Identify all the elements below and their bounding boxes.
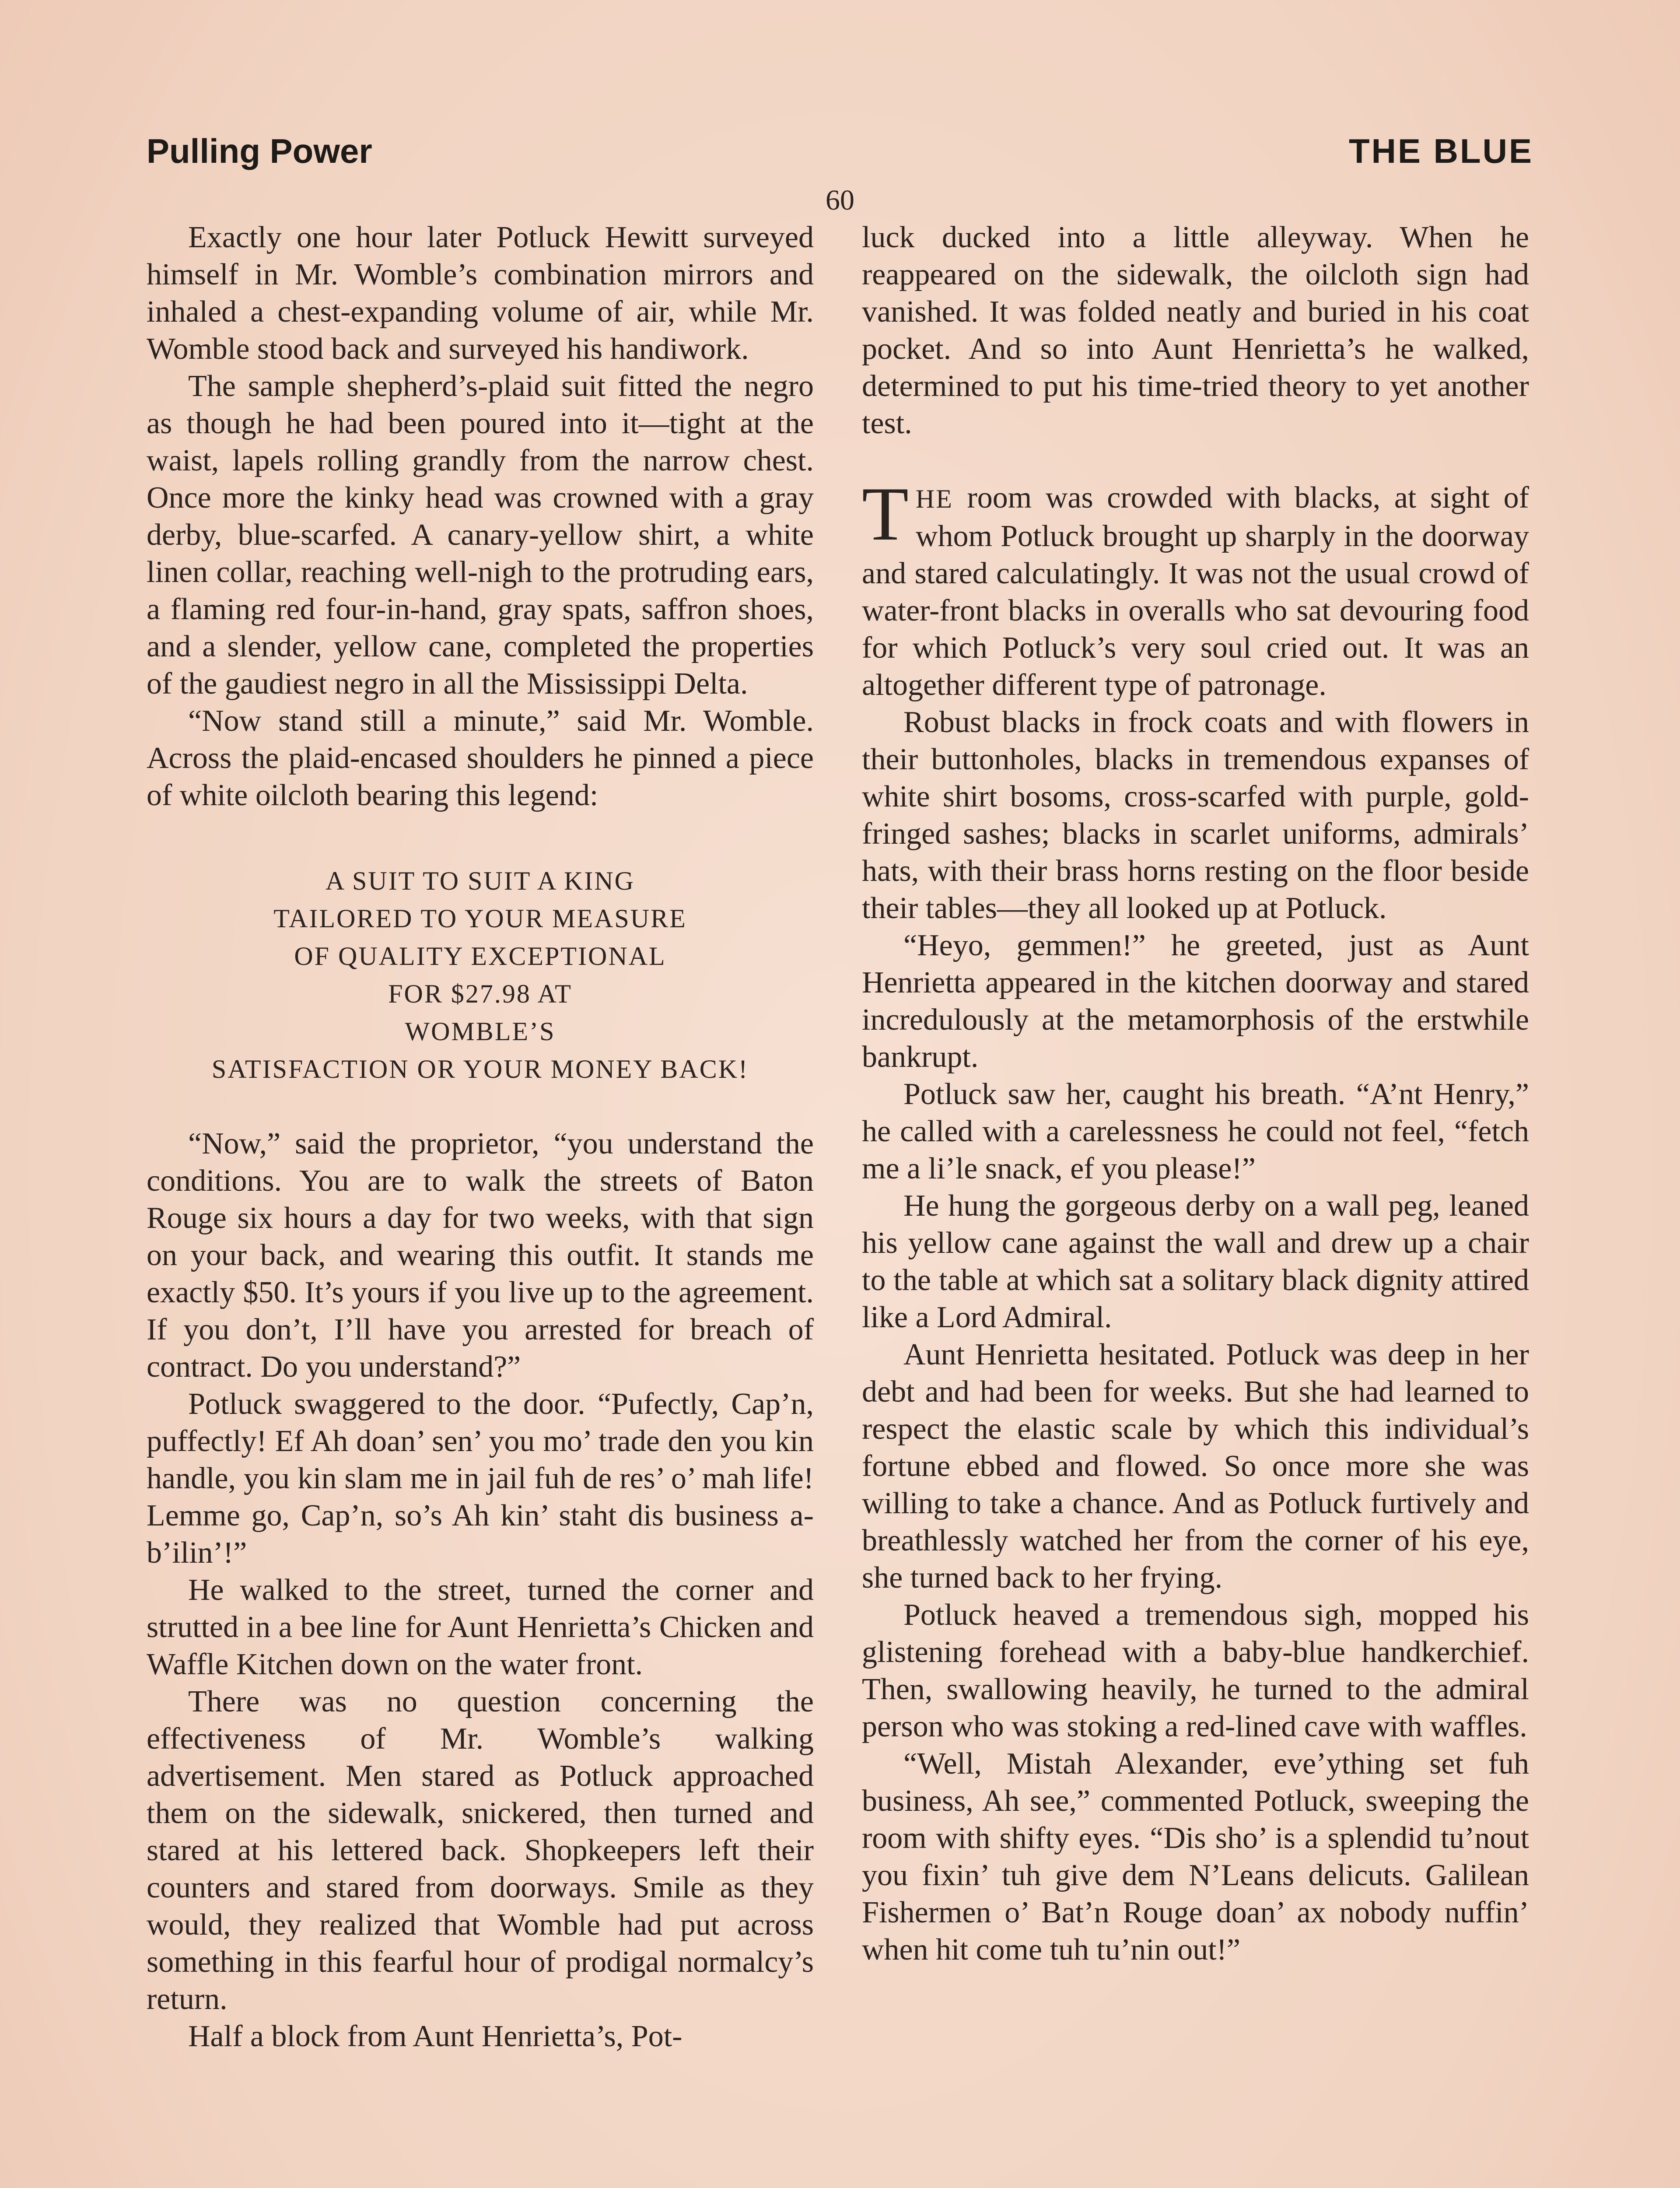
sign-line: WOMBLE’S (405, 1017, 556, 1046)
running-head-right: THE BLUE (1349, 132, 1533, 170)
sign-line: FOR $27.98 AT (388, 979, 572, 1008)
oilcloth-sign-text (147, 862, 814, 1088)
paragraph: Robust blacks in frock coats and with flowers in their buttonholes, blacks in tremendous expanses of white shirt bosoms, cross-scarfed with purple, gold-fringed sashes; blacks in scarlet uniforms, admirals’ hats, with their brass horns resting on the floor beside their tables—they all looked up at Potluck. (862, 705, 1529, 925)
paragraph: There was no question concerning the effectiveness of Mr. Womble’s walking advertisement. Men stared as Potluck approached them on the sidewalk, snickered, then turned and stared at his lettered back. Shopkeepers left their counters and stared from doorways. Smile as they would, they realized that Womble had put across something in this fearful hour of prodigal normalcy’s return. (147, 1685, 814, 2016)
sign-line: A SUIT TO SUIT A KING (325, 866, 635, 895)
section-opening-text: room was crowded with blacks, at sight of whom Potluck brought up sharply in the doorway and stared calculatingly. It was not the usual crowd of water-front blacks in overalls who sat devouring food for which Potluck’s very soul cried out. It was an altogether different type of patronage. (862, 481, 1529, 702)
paragraph: Potluck swaggered to the door. “Pufectly, Cap’n, puffectly! Ef Ah doan’ sen’ you mo’ trade den you kin handle, you kin slam me in jail fuh de res’ o’ mah life! Lemme go, Cap’n, so’s Ah kin’ staht dis business a-b’ilin’!” (147, 1387, 814, 1570)
paragraph: He hung the gorgeous derby on a wall peg, leaned his yellow cane against the wall and drew up a chair to the table at which sat a solitary black dignity attired like a Lord Admiral. (862, 1189, 1529, 1334)
paragraph: Exactly one hour later Potluck Hewitt surveyed himself in Mr. Womble’s combination mirrors and inhaled a chest-expanding volume of air, while Mr. Womble stood back and surveyed his handiwork. (147, 221, 814, 366)
paragraph: Potluck heaved a tremendous sigh, mopped his glistening forehead with a baby-blue handkerchief. Then, swallowing heavily, he turned to the admiral person who was stoking a red-lined cave with waffles. (862, 1598, 1529, 1743)
left-column (147, 219, 814, 2055)
section-opening-paragraph (862, 471, 1529, 704)
page-number: 60 (826, 184, 854, 216)
paragraph: Aunt Henrietta hesitated. Potluck was deep in her debt and had been for weeks. But she had learned to respect the elastic scale by which this individual’s fortune ebbed and flowed. So once more she was willing to take a chance. And as Potluck furtively and breathlessly watched her from the corner of his eye, she turned back to her frying. (862, 1338, 1529, 1595)
paragraph: The sample shepherd’s-plaid suit fitted the negro as though he had been poured into it—tight at the waist, lapels rolling grandly from the narrow chest. Once more the kinky head was crowned with a gray derby, blue-scarfed. A canary-yellow shirt, a white linen collar, reaching well-nigh to the protruding ears, a flaming red four-in-hand, gray spats, saffron shoes, and a slender, yellow cane, completed the properties of the gaudiest negro in all the Mississippi Delta. (147, 369, 814, 701)
paragraph: Potluck saw her, caught his breath. “A’nt Henry,” he called with a carelessness he could not feel, “fetch me a li’le snack, ef you please!” (862, 1077, 1529, 1185)
paragraph: “Heyo, gemmen!” he greeted, just as Aunt Henrietta appeared in the kitchen doorway and stared incredulously at the metamorphosis of the erstwhile bankrupt. (862, 929, 1529, 1074)
sign-line: TAILORED TO YOUR MEASURE (273, 904, 687, 933)
small-caps-lead: HE (915, 484, 953, 513)
paragraph-continuation: luck ducked into a little alleyway. When he reappeared on the sidewalk, the oilcloth sign had vanished. It was folded neatly and buried in his coat pocket. And so into Aunt Henrietta’s he walked, determined to put his time-tried theory to yet another test. (862, 221, 1529, 440)
sign-line: SATISFACTION OR YOUR MONEY BACK! (211, 1055, 749, 1083)
paragraph: Half a block from Aunt Henrietta’s, Pot- (188, 2020, 682, 2053)
paragraph: He walked to the street, turned the corner and strutted in a bee line for Aunt Henrietta’s Chicken and Waffle Kitchen down on the water front. (147, 1573, 814, 1681)
paragraph: “Now stand still a minute,” said Mr. Womble. Across the plaid-encased shoulders he pinned a piece of white oilcloth bearing this legend: (147, 704, 814, 812)
drop-cap: T (862, 471, 909, 556)
right-column (862, 219, 1529, 1968)
paragraph: “Well, Mistah Alexander, eve’ything set fuh business, Ah see,” commented Potluck, sweeping the room with shifty eyes. “Dis sho’ is a splendid tu’nout you fixin’ tuh give dem N’Leans delicuts. Galilean Fishermen o’ Bat’n Rouge doan’ ax nobody nuffin’ when hit come tuh tu’nin out!” (862, 1747, 1529, 1967)
running-head-left: Pulling Power (147, 132, 372, 170)
paragraph: “Now,” said the proprietor, “you understand the conditions. You are to walk the streets of Baton Rouge six hours a day for two weeks, with that sign on your back, and wearing this outfit. It stands me exactly $50. It’s yours if you live up to the agreement. If you don’t, I’ll have you arrested for breach of contract. Do you understand?” (147, 1127, 814, 1384)
sign-line: OF QUALITY EXCEPTIONAL (294, 942, 666, 971)
